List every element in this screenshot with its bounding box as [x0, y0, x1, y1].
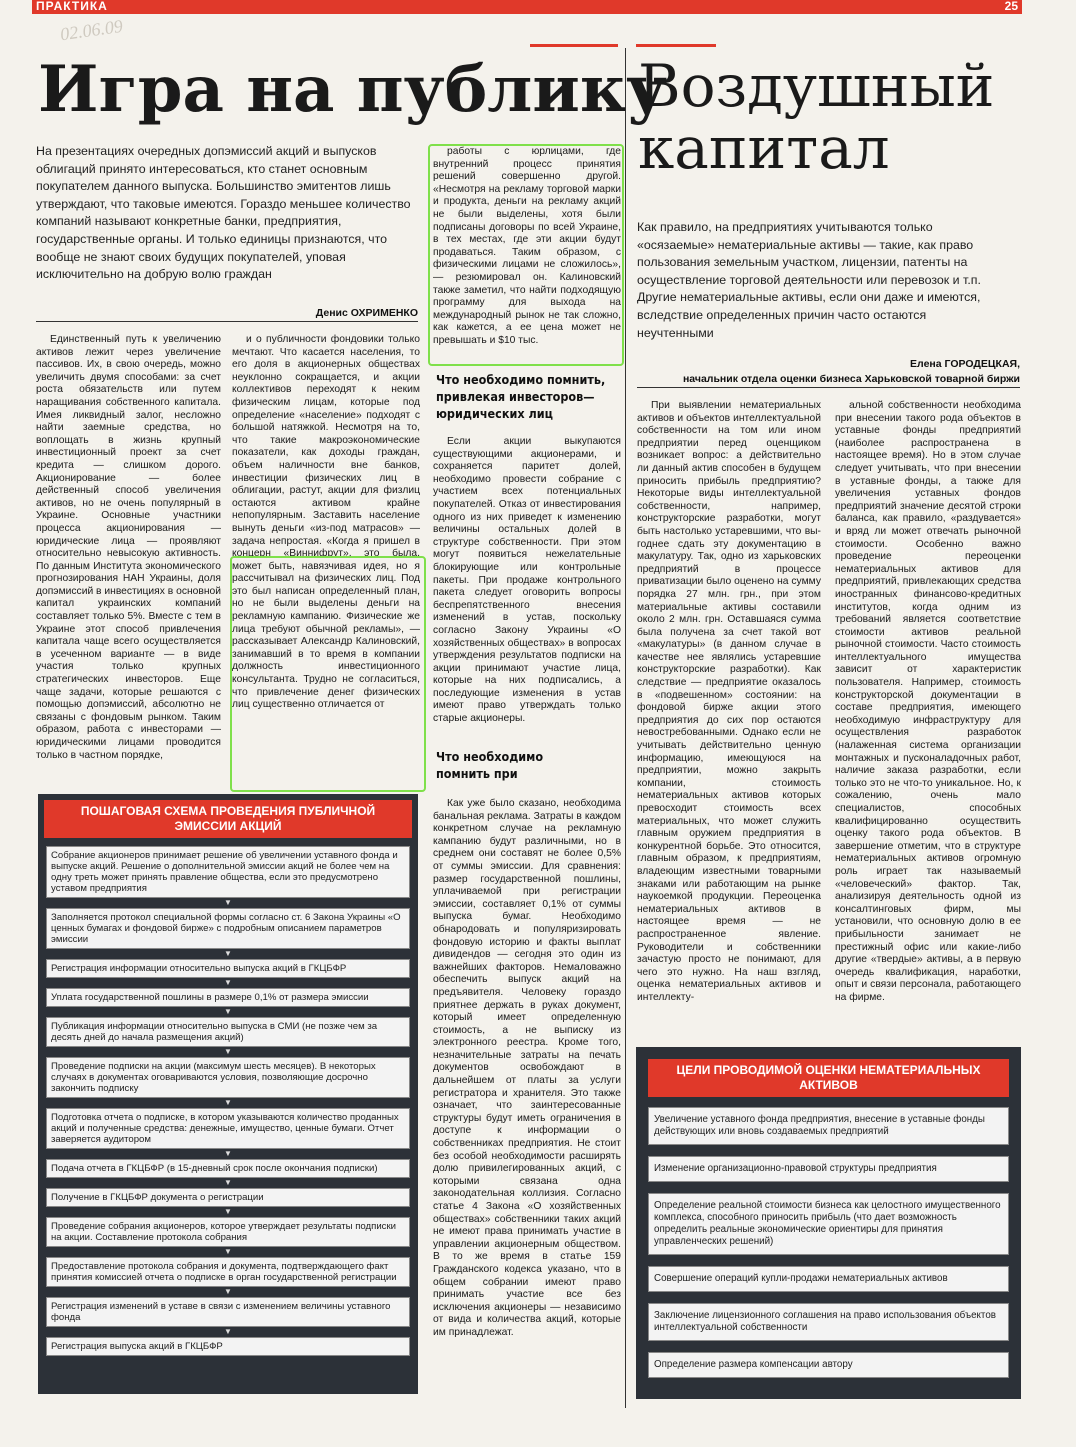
- right-article-column-1: [637, 400, 821, 1032]
- column-divider: [625, 48, 626, 1408]
- column-text: Как уже было сказано, необходима банальная реклама. Затраты в каждом конкретном случае на рекламную кампанию будут различными, но в среднем они составят не более 0,5% от суммы эмиссии. Для сравнения: размер государственной пошлины, уплачиваемой при регистрации эмиссии, составляет 0,1% от суммы выпуска бумаг. Необходимо обнародовать и популяризировать фондовую историю и факты выплат дивидендов — сегодня это один из важнейших факторов. Немаловажно обеспечить выпуск акций на предъявителя. Человеку гораздо приятнее держать в руках документ, который имеет определенную стоимость, а не выписку из электронного реестра. Кроме того, незначительные затраты на печать документов освобождают в дальнейшем от платы за услуги регистратора и хранителя. Это также означает, что заинтересованные структуры будут иметь ограничения в доступе к информации о собственниках предприятия. Не стоит без особой необходимости расширять долю привилегированных акций, с которыми связана одна законодательная коллизия. Согласно статье 4 Закона «О хозяйственных обществах» собственники таких акций не имеют права принимать участие в управлении акционерным обществом. В то же время в статье 159 Гражданского кодекса указано, что в общем собрании имеют право принимать участие все без исключения акционеры — независимо от вида и количества акций, которые им принадлежат.: [433, 798, 621, 1338]
- emission-scheme-box: [38, 794, 418, 1394]
- accent-rule-right: [636, 44, 716, 47]
- scheme-title: ПОШАГОВАЯ СХЕМА ПРОВЕДЕНИЯ ПУБЛИЧНОЙ ЭМИССИИ АКЦИЙ: [44, 800, 412, 838]
- column-text: и о публичности фондовики только мечтают. Что касается населения, то его доля в акционерных обществах неуклонно сокращается, и акции коллективов переходят к неким физическим лицам, которые под определение «население» подходят с большой натяжкой. Несмотря на то, что такие макроэкономические показатели, как доходы граждан, объем наличности вне банков, инвестиции физических лиц в облигации, растут, акции для физлиц остаются активом крайне непопулярным. Заставить население вынуть деньги «из-под матрасов» — задача непростая. «Когда я пришел в концерн «Виннифрут», это была, может быть, навязчивая идея, но я рассчитывал на физических лиц. Под это был написан определенный план, но не были выделены деньги на рекламную кампанию. Физические же лица требуют обычной рекламы», — рассказывает Александр Калиновский, занимавший в то время в компании должность инвестиционного консультанта. Трудно не согласиться, что привлечение денег физических лиц существенно отличается от: [232, 334, 420, 711]
- scheme-step: Регистрация выпуска акций в ГКЦБФР: [46, 1337, 410, 1356]
- step-arrow-icon: ▼: [224, 1247, 232, 1256]
- subheading-individuals: Что необходимо помнить при: [436, 749, 544, 781]
- right-article-byline-name: Елена ГОРОДЕЦКАЯ,: [910, 358, 1020, 370]
- left-article-column-3a: [433, 146, 621, 362]
- goal-item: Совершение операций купли-продажи нематериальных активов: [648, 1266, 1009, 1292]
- column-text: альной собственности необходима при внесении такого рода объектов в уставные фонды предприятий (наиболее распространена в настоящее время). Но в этом случае следует учитывать, что при внесении в уставные фонды, а также для увеличения уставных фондов предприятий значение десятой строки баланса, как правило, «раздувается» и вряд ли может отвечать рыночной стоимости. Особенно важно проведение переоценки нематериальных активов для предприятий, привлекающих средства иностранных финансово-кредитных институтов, когда одним из требований является соответствие стоимости активов реальной рыночной стоимости. Часто стоимость интеллектуального имущества зависит от характеристик пользователя. Например, стоимость конструкторской документации в составе предприятия, имеющего необходимую инфраструктуру для осуществления разработок (налаженная система организации монтажных и пусконаладочных работ, наличие заказа разработки, если только это не что-то уникальное. Но, к сожалению, очень мало специалистов, способных квалифицированно осуществить оценку такого рода объектов. В завершение отметим, что в структуре нематериальных активов огромную роль играет так называемый «человеческий» фактор. Так, анализируя деятельность одной из консалтинговых фирм, мы установили, что основную долю в ее прибыльности занимает не престижный офис или какие-либо другие «твердые» активы, а в первую очередь квалификация, наработки, опыт и связи персонала, работающего на фирме.: [835, 400, 1021, 1003]
- column-text: работы с юрлицами, где внутренний процесс принятия решений совершенно другой. «Несмотря на рекламу торговой марки и продукта, деньги на рекламу акций не были выделены, хотя были подписаны договоры по всей Украине, в тех местах, где эти акции будут продаваться. Таким образом, с физическими лицами не сложилось», — резюмировал он. Калиновский также заметил, что найти подходящую программу для выхода на международный рынок не так сложно, как кажется, а ее цена может не превышать и $10 тыс.: [433, 146, 621, 346]
- scheme-step: Регистрация изменений в уставе в связи с изменением величины уставного фонда: [46, 1297, 410, 1327]
- left-article-byline: Денис ОХРИМЕНКО: [36, 307, 418, 322]
- left-article-title: Игра на публику: [38, 52, 668, 127]
- page-number: 25: [1004, 0, 1018, 13]
- right-article-column-2: [835, 400, 1021, 1032]
- goal-spacer: [636, 1145, 1021, 1156]
- goal-spacer: [636, 1182, 1021, 1193]
- scheme-step: Регистрация информации относительно выпуска акций в ГКЦБФР: [46, 959, 410, 978]
- step-arrow-icon: ▼: [224, 978, 232, 987]
- scheme-steps: [38, 846, 418, 1356]
- step-arrow-icon: ▼: [224, 1207, 232, 1216]
- step-arrow-icon: ▼: [224, 949, 232, 958]
- scheme-step: Получение в ГКЦБФР документа о регистрации: [46, 1188, 410, 1207]
- step-arrow-icon: ▼: [224, 898, 232, 907]
- goals-title: ЦЕЛИ ПРОВОДИМОЙ ОЦЕНКИ НЕМАТЕРИАЛЬНЫХ АКТИВОВ: [648, 1059, 1009, 1097]
- accent-rule-left: [530, 44, 618, 47]
- subheading-legal-entities: Что необходимо помнить, привлекая инвесторов— юридических лиц: [436, 372, 606, 421]
- goal-item: Определение размера компенсации автору: [648, 1352, 1009, 1378]
- section-header-bar: [32, 0, 1022, 14]
- goal-item: Заключение лицензионного соглашения на право использования объектов интеллектуальной собственности: [648, 1303, 1009, 1341]
- column-text: Единственный путь к увеличению активов лежит через увеличение пассивов. Их, в свою очередь, можно увеличить двумя способами: за счет роста обязательств или путем наращивания собственного капитала. Имея ликвидный залог, несложно найти заемные средства, но воплощать в жизнь крупный инвестиционный проект за счет кредита — слишком дорого. Акционирование — более действенный способ увеличения активов, но не очень популярный в Украине. Основные участники процесса акционирования — юридические лица — проявляют относительно невысокую активность. По данным Института экономического прогнозирования НАН Украины, доля допэмиссий в инвестициях в основной капитал украинских компаний составляет только 5%. Вместе с тем в Украине этот способ привлечения капитала чаще всего осуществляется в усеченном варианте — в виде участия только крупных стратегических инвесторов. Еще чаще задачи, которые решаются с помощью допэмиссий, абсолютно не связаны с фондовым рынком. Таким образом, работа с инвесторами — юридическими лицами проводится только в частном порядке,: [36, 334, 221, 761]
- goal-spacer: [636, 1341, 1021, 1352]
- right-article-lead: Как правило, на предприятиях учитываются только «осязаемые» нематериальные активы — такие, как право пользования земельным участком, лицензии, патенты на осуществление торговой деятельности или перевозок и т.п. Другие нематериальные активы, если они даже и имеются, вследствие определенных причин часто остаются неучтенными: [637, 220, 981, 340]
- scheme-step: Предоставление протокола собрания и документа, подтверждающего факт принятия комиссией отчета о подписке в орган государственной регистрации: [46, 1257, 410, 1287]
- step-arrow-icon: ▼: [224, 1007, 232, 1016]
- scheme-step: Публикация информации относительно выпуска в СМИ (не позже чем за десять дней до начала размещения акций): [46, 1017, 410, 1047]
- goal-spacer: [636, 1292, 1021, 1303]
- scheme-step: Подготовка отчета о подписке, в котором указываются количество проданных акций и полученные средства: денежные, имущество, ценные бумаги. Отчет заверяется аудитором: [46, 1108, 410, 1149]
- left-article-lead: На презентациях очередных допэмиссий акций и выпусков облигаций принято интересоваться, кто станет основным покупателем данного выпуска. Большинство эмитентов лишь утверждают, что таковые имеются. Гораздо меньшее количество компаний называют конкретные банки, предприятия, государственные органы. И только единицы признаются, что вообще не знают своих будущих покупателей, уповая исключительно на добрую волю граждан: [36, 144, 411, 282]
- scheme-step: Проведение подписки на акции (максимум шесть месяцев). В некоторых случаях в документах оговариваются условия, позволяющие досрочно закончить подписку: [46, 1057, 410, 1098]
- left-article-column-2: [232, 334, 420, 794]
- goal-item: Увеличение уставного фонда предприятия, внесение в уставные фонды действующих или вновь создаваемых предприятий: [648, 1107, 1009, 1145]
- column-text: Если акции выкупаются существующими акционерами, и сохраняется паритет долей, необходимо провести собрание с участием всех потенциальных покупателей. Отказ от инвестирования одного из них приведет к изменению величины остальных долей в структуре собственности. При этом могут появиться нежелательные блокирующие или контрольные пакеты. При продаже контрольного пакета следует оговорить вопросы беспрепятственного внесения изменений в устав, поскольку согласно Закону Украины «О хозяйственных обществах» в вопросах утверждения результатов подписки на акции принимают участие лица, которые на них подписались, а последующие изменения в устав имеют право утверждать только старые акционеры.: [433, 436, 621, 725]
- right-article-title: Воздушный капитал: [638, 52, 995, 182]
- step-arrow-icon: ▼: [224, 1047, 232, 1056]
- date-stamp: 02.06.09: [58, 15, 125, 45]
- step-arrow-icon: ▼: [224, 1287, 232, 1296]
- section-label: ПРАКТИКА: [36, 0, 108, 13]
- goal-spacer: [636, 1255, 1021, 1266]
- step-arrow-icon: ▼: [224, 1327, 232, 1336]
- goal-item: Изменение организационно-правовой структуры предприятия: [648, 1156, 1009, 1182]
- left-article-column-3b: [433, 436, 621, 738]
- left-article-column-3c: [433, 798, 621, 1398]
- scheme-step: Собрание акционеров принимает решение об увеличении уставного фонда и выпуске акций. Решение о дополнительной эмиссии акций не более чем на одну треть может принять правление общества, если это предусмотрено уставом предприятия: [46, 846, 410, 898]
- step-arrow-icon: ▼: [224, 1178, 232, 1187]
- scheme-step: Подача отчета в ГКЦБФР (в 15-дневный срок после окончания подписки): [46, 1159, 410, 1178]
- left-article-column-1: [36, 334, 221, 794]
- goal-items: [636, 1107, 1021, 1378]
- step-arrow-icon: ▼: [224, 1149, 232, 1158]
- scheme-step: Заполняется протокол специальной формы согласно ст. 6 Закона Украины «О ценных бумагах и фондовой бирже» с подробным описанием параметров эмиссии: [46, 908, 410, 949]
- right-article-byline-role: начальник отдела оценки бизнеса Харьковской товарной биржи: [637, 373, 1020, 388]
- goal-item: Определение реальной стоимости бизнеса как целостного имущественного комплекса, способного приносить прибыль (что дает возможность определить реальные экономические ориентиры для принятия управленческих решений): [648, 1193, 1009, 1255]
- step-arrow-icon: ▼: [224, 1098, 232, 1107]
- scheme-step: Проведение собрания акционеров, которое утверждает результаты подписки на акции. Составление протокола собрания: [46, 1217, 410, 1247]
- scheme-step: Уплата государственной пошлины в размере 0,1% от размера эмиссии: [46, 988, 410, 1007]
- column-text: При выявлении нематериальных активов и объектов интеллектуальной собственности на том или ином предприятии перед оценщиком возникает вопрос: а действительно ли данный актив способен в будущем приносить прибыль предприятию? Некоторые виды интеллектуальной собственности, например, конструкторские разработки, могут быть настолько устаревшими, что вы-годнее сдать эту документацию в макулатуру. Так, одно из харьковских предприятий в процессе приватизации было оценено на сумму порядка 27 млн. грн., при этом материальные активы составили около 2 млн. грн. Оставшаяся сумма была получена за счет такой вот «макулатуры» (в данном случае в качестве нее являлись устаревшие конструкторские разработки). Как следствие — предприятие оказалось в «подвешенном» состоянии: на фондовой бирже акции этого предприятия до сих пор остаются невостребованными. Однако если не учитывать действительно ценную информацию, имеющуюся на предприятии, можно закрыть компании, стоимость нематериальных активов которых превосходит стоимость всех материальных, что может служить главным оружием предприятия в конкурентной борьбе. Это относится, главным образом, к предприятиям, владеющим известными товарными знаками или работающим на рынке наукоемкой продукции. Переоценка нематериальных активов в настоящее время — не распространенное явление. Руководители и собственники зачастую просто не понимают, для чего это нужно. На наш взгляд, оценка нематериальных активов и интеллекту-: [637, 400, 821, 1003]
- valuation-goals-box: [636, 1047, 1021, 1399]
